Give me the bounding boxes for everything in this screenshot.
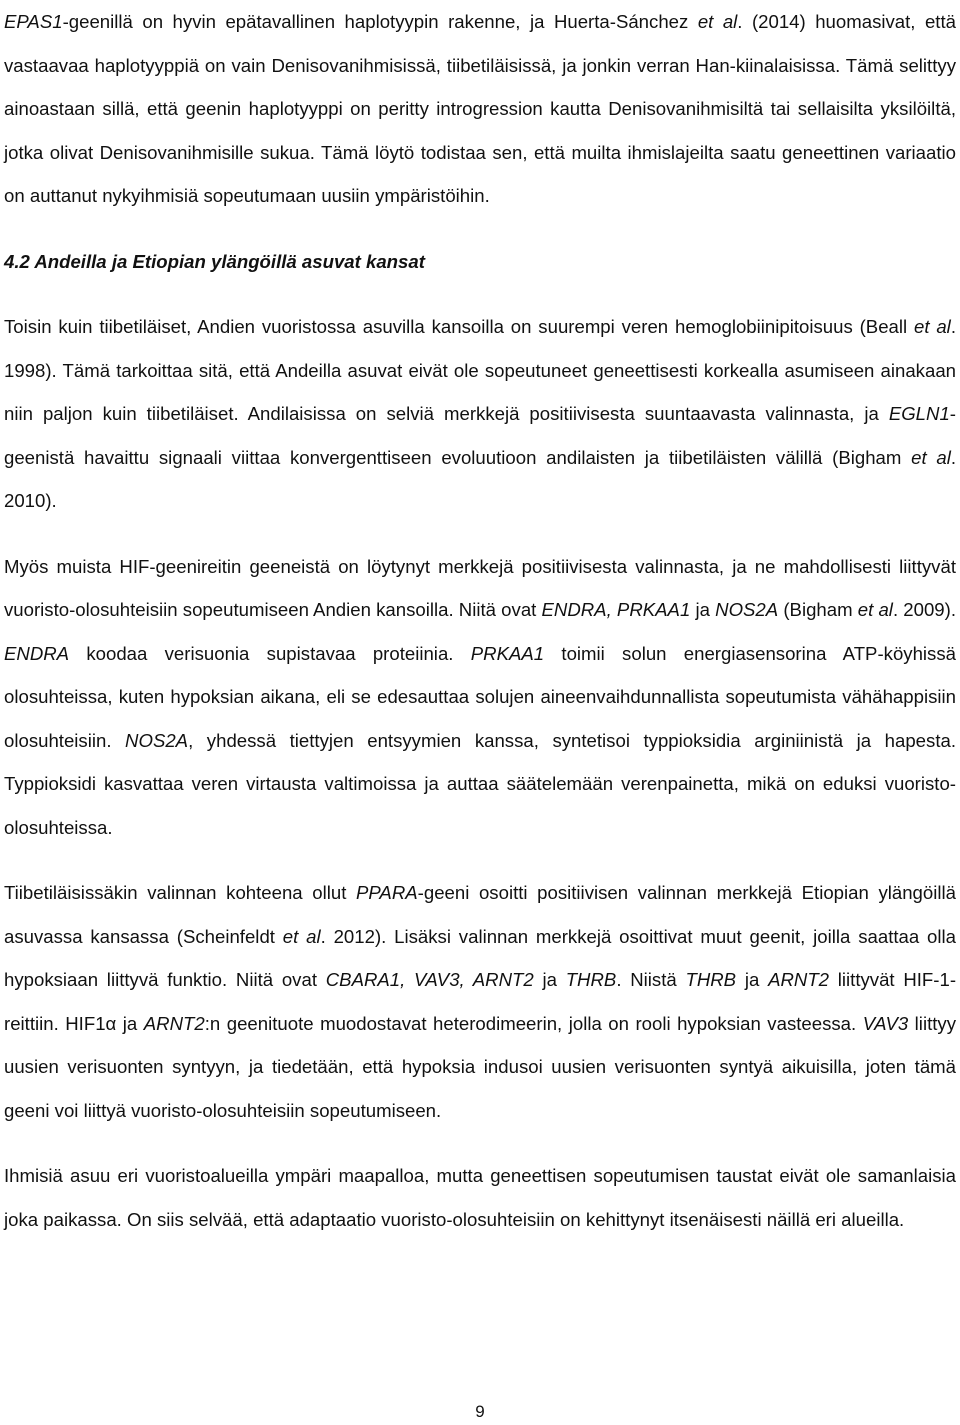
italic-term: EPAS1 <box>4 11 63 32</box>
paragraph-ethiopia <box>4 871 956 1132</box>
text-run: Tiibetiläisissäkin valinnan kohteena ollut <box>4 882 356 903</box>
italic-term: NOS2A <box>715 599 779 620</box>
italic-term: et al <box>857 599 893 620</box>
page-number: 9 <box>475 1402 485 1421</box>
italic-term: NOS2A <box>125 729 189 751</box>
text-run: Ihmisiä asuu eri vuoristoalueilla ympäri maapalloa, mutta geneettisen sopeutumisen taustat eivät ole samanlaisia joka paikassa. On siis selvää, että adaptaatio vuoristo-olosuhteisiin on kehittynyt itsenäisesti näillä eri alueilla. <box>4 1165 956 1230</box>
text-run: 4.2 Andeilla ja Etiopian ylängöillä asuvat kansat <box>4 250 425 272</box>
text-run: (Bigham <box>778 599 858 620</box>
italic-term: et al <box>697 11 738 32</box>
paragraph-gap <box>4 283 956 305</box>
paragraph-epas1 <box>4 0 956 218</box>
italic-term: ENDRA <box>4 642 70 664</box>
italic-term: ENDRA, PRKAA1 <box>541 599 691 620</box>
italic-term: et al <box>282 925 321 947</box>
text-run: -geenillä on hyvin epätavallinen haplotyypin rakenne, ja Huerta-Sánchez <box>62 11 698 32</box>
italic-term: EGLN1 <box>888 403 950 424</box>
italic-term: THRB <box>685 969 737 990</box>
paragraph-gap <box>4 523 956 545</box>
paragraph-conclusion <box>4 1154 956 1241</box>
text-run: . 2009). <box>892 599 956 620</box>
text-run: . Niistä <box>616 969 686 990</box>
italic-term: ARNT2 <box>143 1012 205 1034</box>
text-run: liittyy uusien verisuonten syntyyn, ja tiedetään, että hypoksia indusoi uusien verisuonten syntyä aikuisilla, joten tämä geeni voi liittyä vuoristo-olosuhteisiin sopeutumiseen. <box>4 1012 956 1121</box>
text-run: ja <box>533 969 566 990</box>
paragraph-gap <box>4 849 956 871</box>
italic-term: et al <box>911 446 951 468</box>
text-run: toimii solun energiasensorina ATP-köyhissä olosuhteissa, kuten hypoksian aikana, eli se edesauttaa solujen aineenvaihdunnallista sopeutumista vähähappisiin olosuhteisiin. <box>4 642 956 751</box>
italic-term: VAV3 <box>862 1012 909 1034</box>
section-heading-4-2 <box>4 240 956 284</box>
italic-term: THRB <box>565 969 617 990</box>
italic-term: PPARA <box>356 882 418 903</box>
text-run: -geenistä havaittu signaali viittaa konvergenttiseen evoluutioon andilaisten ja tiibetiläisten välillä (Bigham <box>4 403 956 468</box>
text-run: . 2010). <box>4 446 956 511</box>
text-run: . 2012). Lisäksi valinnan merkkejä osoittivat muut geenit, joilla saattaa olla hypoksiaan liittyvä funktio. Niitä ovat <box>4 925 956 990</box>
text-run: :n geenituote muodostavat heterodimeerin, jolla on rooli hypoksian vasteessa. <box>204 1012 863 1034</box>
italic-term: PRKAA1 <box>470 642 545 664</box>
paragraph-andes <box>4 305 956 523</box>
italic-term: ARNT2 <box>768 969 830 990</box>
text-run: . 1998). Tämä tarkoittaa sitä, että Andeilla asuvat eivät ole sopeutuneet geneettisesti korkealla asumiseen ainakaan niin paljon kuin tiibetiläiset. Andilaisissa on selviä merkkejä positiivisesta suuntaavasta valinnasta, ja <box>4 316 956 424</box>
text-run: , yhdessä tiettyjen entsyymien kanssa, syntetisoi typpioksidia arginiinistä ja hapesta. Typpioksidi kasvattaa veren virtausta valtimoissa ja auttaa säätelemään verenpainetta, mikä on eduksi vuoristo-olosuhteissa. <box>4 729 956 838</box>
text-run: liittyvät HIF-1-reittiin. HIF1α ja <box>4 969 957 1034</box>
text-run: koodaa verisuonia supistavaa proteiinia. <box>69 642 471 664</box>
text-run: ja <box>736 969 769 990</box>
text-run: . (2014) huomasivat, että vastaavaa haplotyyppiä on vain Denisovanihmisissä, tiibetiläisissä, ja jonkin verran Han-kiinalaisissa. Tämä selittyy ainoastaan sillä, että geenin haplotyyppi on peritty introgression kautta Denisovanihmisiltä tai sellaisilta yksilöiltä, jotka olivat Denisovanihmisille sukua. Tämä löytö todistaa sen, että muilta ihmislajeilta saatu geneettinen variaatio on auttanut nykyihmisiä sopeutumaan uusiin ympäristöihin. <box>4 11 956 206</box>
italic-term: et al <box>913 316 951 337</box>
paragraph-gap <box>4 218 956 240</box>
paragraph-hif-genes <box>4 545 956 850</box>
paragraph-gap <box>4 1132 956 1154</box>
text-run: -geeni osoitti positiivisen valinnan merkkejä Etiopian ylängöillä asuvassa kansassa (Scheinfeldt <box>4 882 956 947</box>
italic-term: CBARA1, VAV3, ARNT2 <box>325 969 534 990</box>
document-page <box>4 0 956 1241</box>
text-run: ja <box>690 599 716 620</box>
text-run: Toisin kuin tiibetiläiset, Andien vuoristossa asuvilla kansoilla on suurempi veren hemoglobiinipitoisuus (Beall <box>4 316 914 337</box>
text-run: Myös muista HIF-geenireitin geeneistä on löytynyt merkkejä positiivisesta valinnasta, ja ne mahdollisesti liittyvät vuoristo-olosuhteisiin sopeutumiseen Andien kansoilla. Niitä ovat <box>4 555 956 620</box>
